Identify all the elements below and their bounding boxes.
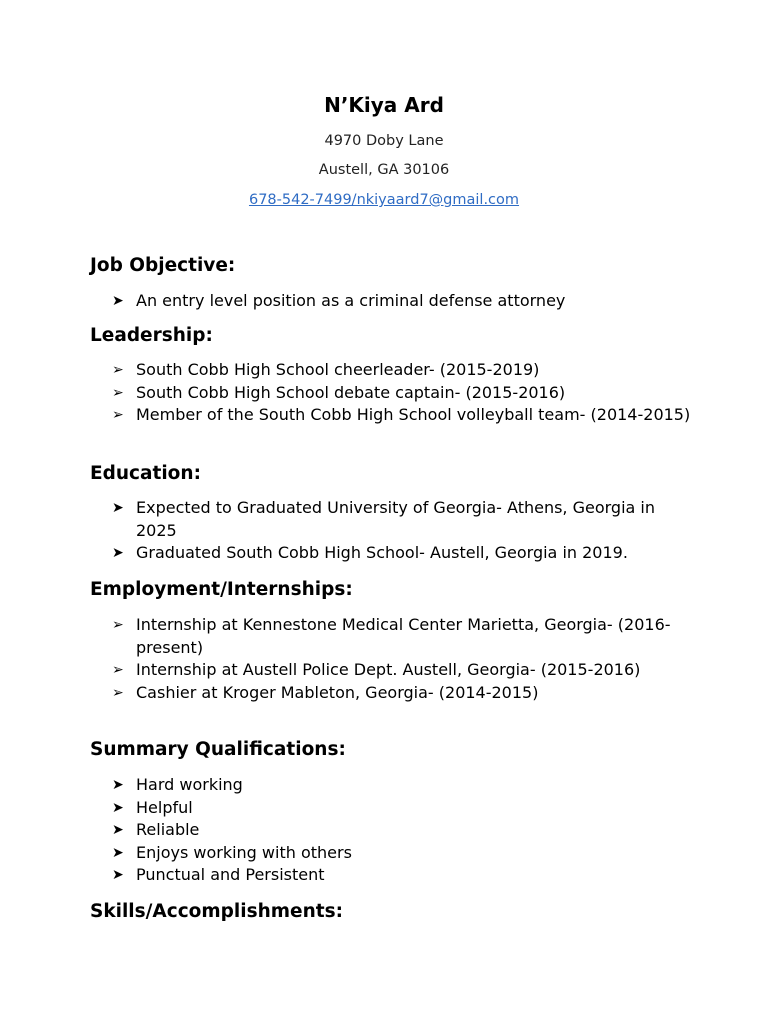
arrowhead-bullet-icon: ➢ xyxy=(112,407,124,424)
list-item xyxy=(112,290,692,313)
address-line-2: Austell, GA 30106 xyxy=(318,162,450,178)
list-item-text: Hard working xyxy=(136,775,243,794)
list-item xyxy=(112,659,692,682)
list-item xyxy=(112,864,692,887)
list-item-text: An entry level position as a criminal defense attorney xyxy=(136,291,566,310)
contact-link[interactable]: 678-542-7499/nkiyaard7@gmail.com xyxy=(248,192,520,208)
arrowhead-bullet-icon: ➤ xyxy=(112,293,124,309)
arrowhead-bullet-icon: ➤ xyxy=(112,867,124,884)
list-item-text: Internship at Kennestone Medical Center Marietta, Georgia- (2016-present) xyxy=(136,615,671,657)
arrowhead-bullet-icon: ➢ xyxy=(112,384,124,401)
arrowhead-bullet-icon: ➤ xyxy=(112,500,124,516)
list-item xyxy=(112,819,692,842)
resume-name: N’Kiya Ard xyxy=(324,93,444,117)
arrowhead-bullet-icon: ➢ xyxy=(112,362,124,378)
heading-education: Education: xyxy=(90,463,201,484)
arrowhead-bullet-icon: ➤ xyxy=(112,844,124,861)
arrowhead-bullet-icon: ➤ xyxy=(112,799,124,816)
list-item-text: Member of the South Cobb High School volleyball team- (2014-2015) xyxy=(136,405,691,425)
arrowhead-bullet-icon: ➤ xyxy=(112,777,124,793)
heading-summary-qualifications: Summary Qualifications: xyxy=(90,739,346,760)
list-item-text: Cashier at Kroger Mableton, Georgia- (2014-2015) xyxy=(136,682,539,702)
list-item-text: Graduated South Cobb High School- Austell, Georgia in 2019. xyxy=(136,543,628,563)
list-item-text: South Cobb High School cheerleader- (2015-2019) xyxy=(136,360,540,379)
list-item-text: Helpful xyxy=(136,797,193,817)
education-list xyxy=(112,497,692,565)
list-item-text: South Cobb High School debate captain- (2015-2016) xyxy=(136,382,566,402)
arrowhead-bullet-icon: ➢ xyxy=(112,617,124,633)
leadership-list xyxy=(112,359,692,427)
list-item-text: Expected to Graduated University of Georgia- Athens, Georgia in 2025 xyxy=(136,498,655,540)
list-item xyxy=(112,842,692,865)
arrowhead-bullet-icon: ➤ xyxy=(112,822,124,839)
employment-list xyxy=(112,614,692,704)
list-item xyxy=(112,682,692,705)
list-item xyxy=(112,774,692,797)
arrowhead-bullet-icon: ➤ xyxy=(112,545,124,562)
heading-job-objective: Job Objective: xyxy=(90,255,236,276)
heading-skills-accomplishments: Skills/Accomplishments: xyxy=(90,901,344,922)
address-line-1: 4970 Doby Lane xyxy=(324,133,444,149)
contact-line xyxy=(0,191,768,209)
arrowhead-bullet-icon: ➢ xyxy=(112,662,124,679)
list-item xyxy=(112,359,692,382)
list-item-text: Punctual and Persistent xyxy=(136,865,325,885)
heading-leadership: Leadership: xyxy=(90,325,213,346)
arrowhead-bullet-icon: ➢ xyxy=(112,684,124,701)
list-item xyxy=(112,797,692,820)
list-item xyxy=(112,542,692,565)
qualifications-list xyxy=(112,774,692,887)
list-item xyxy=(112,614,692,659)
objective-list xyxy=(112,290,692,313)
list-item xyxy=(112,404,692,427)
list-item-text: Enjoys working with others xyxy=(136,842,352,862)
list-item xyxy=(112,382,692,405)
list-item xyxy=(112,497,692,542)
list-item-text: Internship at Austell Police Dept. Austell, Georgia- (2015-2016) xyxy=(136,660,641,680)
list-item-text: Reliable xyxy=(136,820,200,840)
heading-employment: Employment/Internships: xyxy=(90,579,353,600)
